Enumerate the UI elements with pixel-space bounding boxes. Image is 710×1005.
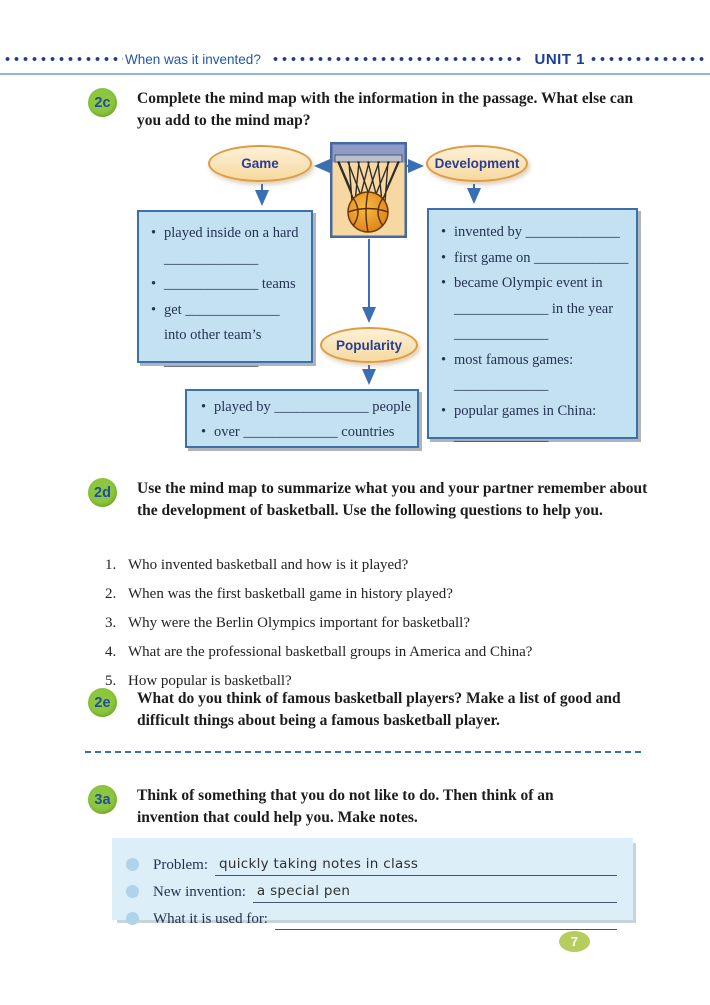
question-number: 2. bbox=[105, 586, 117, 602]
question-text: Who invented basketball and how is it played? bbox=[128, 557, 409, 573]
mindmap-box-line: into other team’s bbox=[164, 327, 262, 343]
mindmap-box-line: • popular games in China: bbox=[439, 399, 630, 425]
mindmap-box-line: _____________ bbox=[454, 377, 549, 393]
header-rule bbox=[0, 73, 710, 75]
mindmap-box-line: • get _____________ bbox=[149, 298, 303, 324]
note-write-line[interactable]: quickly taking notes in class bbox=[215, 854, 617, 876]
question-text: When was the first basketball game in history played? bbox=[128, 586, 453, 602]
question-item bbox=[105, 551, 665, 580]
mindmap-box-line: _____________ bbox=[164, 250, 259, 267]
section-badge-2e: 2e bbox=[88, 688, 117, 717]
question-text: How popular is basketball? bbox=[128, 673, 292, 689]
section-2c-instruction: Complete the mind map with the information in the passage. What else can you add to the mind map? bbox=[137, 90, 634, 129]
section-2e bbox=[88, 688, 653, 732]
bullet-icon: • bbox=[151, 276, 157, 292]
mindmap-box-development bbox=[427, 208, 638, 444]
dotted-line bbox=[271, 55, 523, 63]
mindmap-box-line: • first game on _____________ bbox=[439, 246, 630, 272]
mindmap-box-line: _____________ bbox=[454, 428, 549, 444]
section-2d bbox=[88, 478, 653, 522]
note-label: What it is used for: bbox=[153, 911, 268, 927]
bullet-icon: • bbox=[441, 249, 447, 266]
mindmap-box-line: _____________ bbox=[454, 326, 549, 342]
section-2c bbox=[88, 88, 653, 132]
note-row bbox=[124, 849, 617, 876]
note-write-line[interactable]: a special pen bbox=[253, 881, 617, 903]
note-bullet-icon bbox=[126, 885, 139, 898]
note-write-line[interactable] bbox=[275, 910, 617, 930]
section-3a-instruction: Think of something that you do not like to do. Then think of an invention that could help you. Make notes. bbox=[137, 787, 554, 826]
basketball-hoop-image bbox=[330, 142, 407, 238]
question-text: Why were the Berlin Olympics important for basketball? bbox=[128, 615, 470, 631]
question-number: 5. bbox=[105, 673, 117, 689]
mindmap-box-line: • most famous games: bbox=[439, 348, 630, 374]
dotted-line bbox=[3, 55, 123, 63]
mindmap-box-game bbox=[137, 210, 313, 369]
mindmap-node-popularity: Popularity bbox=[320, 327, 418, 363]
question-item bbox=[105, 638, 665, 667]
note-label: Problem: bbox=[153, 857, 208, 873]
mindmap-box-line: • _____________ teams bbox=[149, 272, 303, 298]
unit-title: When was it invented? bbox=[125, 51, 261, 67]
mindmap-arrows bbox=[0, 0, 710, 470]
note-row bbox=[124, 903, 617, 930]
question-item bbox=[105, 609, 665, 638]
bullet-icon: • bbox=[151, 301, 157, 318]
mindmap-box-line: • played inside on a hard bbox=[149, 221, 303, 247]
question-number: 1. bbox=[105, 557, 117, 573]
unit-label: UNIT 1 bbox=[534, 50, 585, 68]
bullet-icon: • bbox=[201, 399, 207, 415]
question-item bbox=[105, 580, 665, 609]
question-number: 3. bbox=[105, 615, 117, 631]
bullet-icon: • bbox=[441, 351, 447, 368]
bullet-icon: • bbox=[151, 225, 157, 241]
mindmap-box-line: • over _____________ countries bbox=[199, 420, 409, 445]
note-bullet-icon bbox=[126, 858, 139, 871]
page-number: 7 bbox=[559, 931, 590, 952]
mindmap-node-game: Game bbox=[208, 145, 312, 182]
question-text: What are the professional basketball groups in America and China? bbox=[128, 644, 533, 660]
bullet-icon: • bbox=[441, 402, 447, 419]
mindmap-box-line: • invented by _____________ bbox=[439, 220, 630, 246]
question-list bbox=[105, 551, 665, 696]
note-bullet-icon bbox=[126, 912, 139, 925]
notes-box bbox=[112, 838, 633, 927]
section-2d-instruction: Use the mind map to summarize what you and your partner remember about the development of basketball. Use the following questions to help you. bbox=[137, 480, 648, 519]
bullet-icon: • bbox=[201, 424, 207, 440]
mindmap-box-line: _____________ in the year bbox=[454, 300, 614, 317]
page-header bbox=[0, 50, 710, 68]
question-number: 4. bbox=[105, 644, 117, 660]
section-2e-instruction: What do you think of famous basketball players? Make a list of good and difficult things about being a famous basketball player. bbox=[137, 690, 621, 729]
note-label: New invention: bbox=[153, 884, 246, 900]
mindmap-box-line: _____________ bbox=[164, 352, 259, 369]
note-row bbox=[124, 876, 617, 903]
mindmap-node-development: Development bbox=[426, 145, 528, 182]
section-badge-2d: 2d bbox=[88, 478, 117, 507]
bullet-icon: • bbox=[441, 275, 447, 291]
mindmap-box-line: • became Olympic event in bbox=[439, 271, 630, 297]
mindmap-box-popularity bbox=[185, 389, 419, 448]
section-3a bbox=[88, 785, 653, 829]
section-badge-3a: 3a bbox=[88, 785, 117, 814]
mindmap-box-line: • played by _____________ people bbox=[199, 395, 409, 420]
dashed-divider bbox=[85, 751, 641, 753]
dotted-line bbox=[589, 55, 707, 63]
section-badge-2c: 2c bbox=[88, 88, 117, 117]
bullet-icon: • bbox=[441, 224, 447, 240]
